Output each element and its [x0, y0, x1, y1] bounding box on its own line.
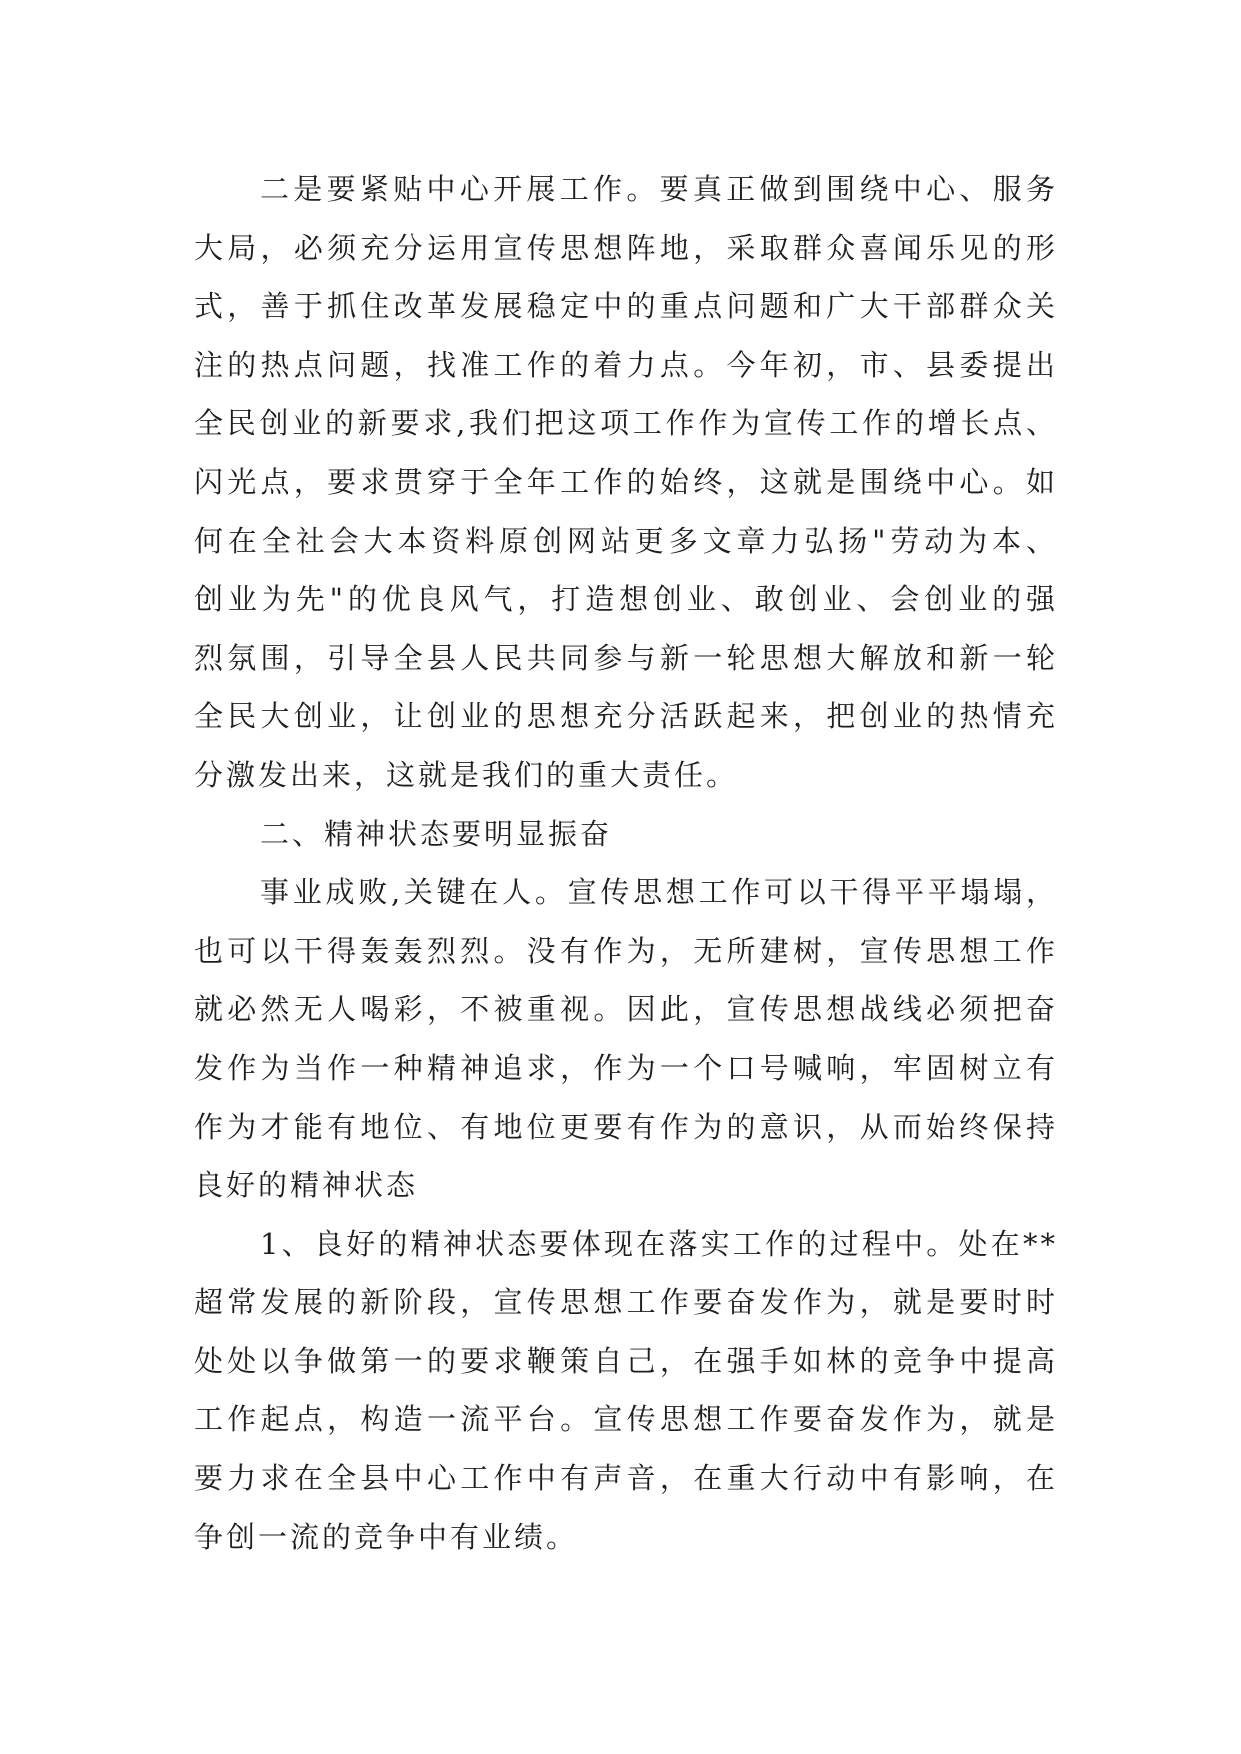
text-line: 事业成败,关键在人。宣传思想工作可以干得平平塌塌， — [260, 875, 1058, 910]
text-line: 全民创业的新要求,我们把这项工作作为宣传工作的增长点、 — [194, 406, 1058, 441]
section-heading-paragraph — [194, 805, 1058, 864]
text-line: 要力求在全县中心工作中有声音，在重大行动中有影响，在 — [194, 1461, 1058, 1496]
text-line: 作为才能有地位、有地位更要有作为的意识，从而始终保持 — [194, 1109, 1058, 1144]
paragraph — [194, 863, 1058, 1215]
text-line: 闪光点，要求贯穿于全年工作的始终，这就是围绕中心。如 — [194, 464, 1058, 499]
text-line: 二是要紧贴中心开展工作。要真正做到围绕中心、服务 — [260, 172, 1058, 206]
paragraph — [194, 160, 1058, 805]
text-line: 超常发展的新阶段，宣传思想工作要奋发作为，就是要时时 — [194, 1285, 1058, 1320]
text-line: 分激发出来，这就是我们的重大责任。 — [194, 757, 739, 792]
text-line: 注的热点问题，找准工作的着力点。今年初，市、县委提出 — [194, 347, 1058, 382]
paragraph — [194, 1215, 1058, 1567]
text-line: 就必然无人喝彩，不被重视。因此，宣传思想战线必须把奋 — [194, 992, 1058, 1027]
text-line: 烈氛围，引导全县人民共同参与新一轮思想大解放和新一轮 — [194, 640, 1058, 675]
text-line: 创业为先"的优良风气，打造想创业、敢创业、会创业的强 — [194, 582, 1058, 617]
text-line: 式，善于抓住改革发展稳定中的重点问题和广大干部群众关 — [194, 289, 1058, 324]
text-line: 也可以干得轰轰烈烈。没有作为，无所建树，宣传思想工作 — [194, 933, 1058, 968]
text-line: 1、良好的精神状态要体现在落实工作的过程中。处在** — [260, 1226, 1058, 1261]
text-line: 工作起点，构造一流平台。宣传思想工作要奋发作为，就是 — [194, 1402, 1058, 1437]
text-line: 发作为当作一种精神追求，作为一个口号喊响，牢固树立有 — [194, 1050, 1058, 1085]
section-heading: 二、精神状态要明显振奋 — [260, 816, 613, 851]
document-body — [194, 160, 1058, 1566]
text-line: 争创一流的竞争中有业绩。 — [194, 1519, 579, 1554]
text-line: 全民大创业，让创业的思想充分活跃起来，把创业的热情充 — [194, 699, 1058, 734]
text-line: 处处以争做第一的要求鞭策自己，在强手如林的竞争中提高 — [194, 1343, 1058, 1378]
text-line: 何在全社会大本资料原创网站更多文章力弘扬"劳动为本、 — [194, 523, 1058, 558]
text-line: 良好的精神状态 — [194, 1168, 419, 1203]
text-line: 大局，必须充分运用宣传思想阵地，采取群众喜闻乐见的形 — [194, 230, 1058, 265]
